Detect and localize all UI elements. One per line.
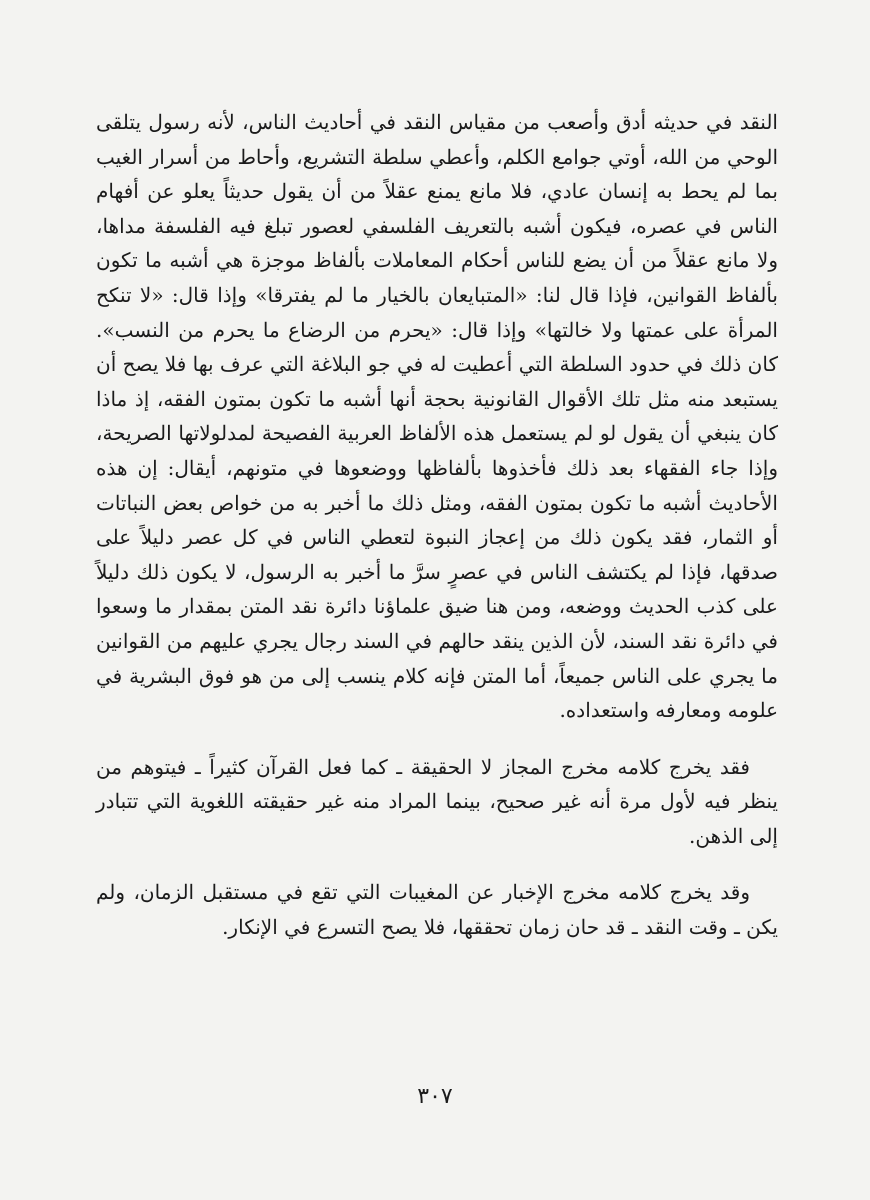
page-number: ٣٠٧ [417, 1084, 453, 1109]
paragraph-mughayyabat: وقد يخرج كلامه مخرج الإخبار عن المغيبات التي تقع في مستقبل الزمان، ولم يكن ـ وقت النقد ـ قد حان زمان تحققها، فلا يصح التسرع في الإنكار. [96, 880, 778, 940]
paragraph-majaz: فقد يخرج كلامه مخرج المجاز لا الحقيقة ـ كما فعل القرآن كثيراً ـ فيتوهم من ينظر فيه لأول مرة أنه غير صحيح، بينما المراد منه غير حقيقته اللغوية التي تتبادر إلى الذهن. [96, 754, 778, 848]
paragraph-main: النقد في حديثه أدق وأصعب من مقياس النقد في أحاديث الناس، لأنه رسول يتلقى الوحي من الله، أوتي جوامع الكلم، وأعطي سلطة التشريع، وأحاط من أسرار الغيب بما لم يحط به إنسان عادي، فلا مانع يمنع عقلاً من أن يقول حديثاً يعلو عن أفهام الناس في عصره، فيكون أشبه بالتعريف الفلسفي لعصور تبلغ فيه الفلسفة مداها، ولا مانع عقلاً من أن يضع للناس أحكام المعاملات بألفاظ موجزة هي أشبه ما تكون بألفاظ القوانين، فإذا قال لنا: «المتبايعان بالخيار ما لم يفترقا» وإذا قال: «لا تنكح المرأة على عمتها ولا خالتها» وإذا قال: «يحرم من الرضاع ما يحرم من النسب». كان ذلك في حدود السلطة التي أعطيت له في جو البلاغة التي عرف بها فلا يصح أن يستبعد منه مثل تلك الأقوال القانونية بحجة أنها أشبه ما تكون بمتون الفقه، إذ ماذا كان ينبغي أن يقول لو لم يستعمل هذه الألفاظ العربية الفصيحة لمدلولاتها الصريحة، وإذا جاء الفقهاء بعد ذلك فأخذوها بألفاظها ووضعوها في متونهم، أيقال: إن هذه الأحاديث أشبه ما تكون بمتون الفقه، ومثل ذلك ما أخبر به من خواص بعض النباتات أو الثمار، فقد يكون ذلك من إعجاز النبوة لتعطي الناس في كل عصر دليلاً على صدقها، فإذا لم يكتشف الناس في عصرٍ سرَّ ما أخبر به الرسول، لا يكون ذلك دليلاً على كذب الحديث ووضعه، ومن هنا ضيق علماؤنا دائرة نقد المتن بمقدار ما وسعوا في دائرة نقد السند، لأن الذين ينقد حالهم في السند رجال يجري عليهم من القوانين ما يجري على الناس جميعاً، أما المتن فإنه كلام ينسب إلى من هو فوق البشرية في علومه ومعارفه واستعداده. [96, 110, 778, 723]
